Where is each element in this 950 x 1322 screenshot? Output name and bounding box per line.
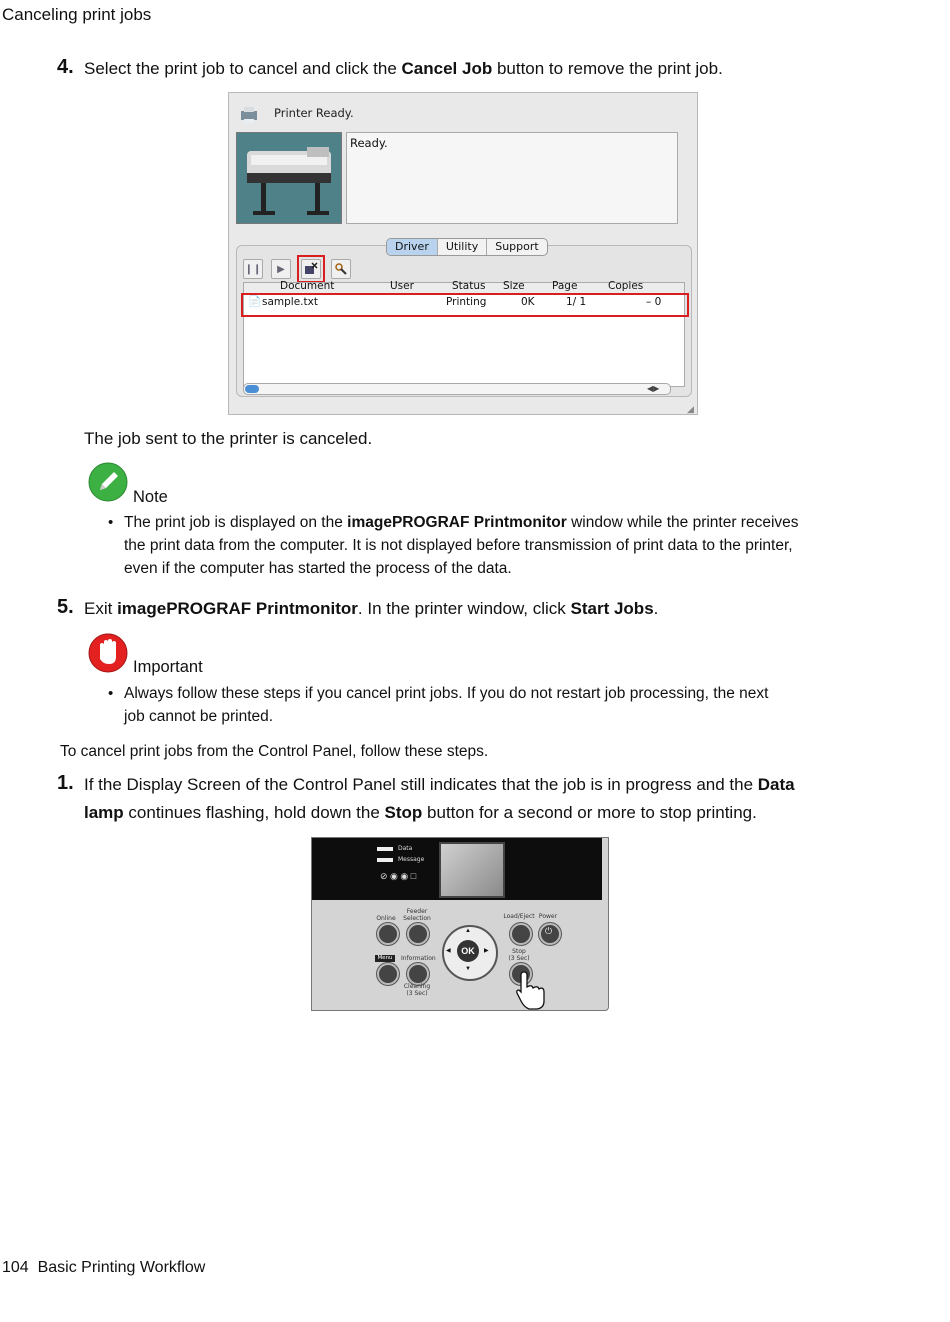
note-text-line1-end: window while the printer receives	[566, 514, 799, 531]
note-text	[124, 511, 844, 580]
printer-image	[236, 132, 342, 224]
control-panel-top	[312, 838, 602, 900]
page-footer	[2, 1259, 205, 1277]
note-bullet: •	[108, 514, 114, 531]
power-icon: ⏻	[545, 926, 553, 936]
tab-driver[interactable]: Driver	[387, 239, 438, 255]
note-text-line2: the print data from the computer. It is not displayed before transmission of print data to the printer,	[124, 537, 793, 554]
stop-label: Stop (3 Sec)	[508, 948, 530, 962]
message-lamp-label: Message	[398, 856, 425, 863]
important-text-line1: Always follow these steps if you cancel print jobs. If you do not restart job processing, the next	[124, 685, 769, 702]
cell-copies: – 0	[646, 296, 662, 308]
ok-button[interactable]: OK	[457, 940, 479, 962]
cell-size: 0K	[521, 296, 535, 308]
online-label: Online	[376, 915, 396, 922]
col-status: Status	[452, 280, 486, 292]
scrollbar-thumb[interactable]	[245, 385, 259, 393]
step-5-text-pre: Exit	[84, 599, 118, 618]
control-panel-illustration	[311, 837, 617, 1011]
data-lamp-label: Data	[398, 845, 413, 852]
feeder-selection-button[interactable]	[407, 923, 429, 945]
left-arrow-icon[interactable]: ◀	[446, 948, 451, 954]
information-label: Information	[401, 955, 436, 962]
document-icon: 📄	[248, 296, 262, 308]
start-jobs-term: Start Jobs	[570, 599, 654, 618]
step-1-text-pre: If the Display Screen of the Control Panel still indicates that the job is in progress and the	[84, 775, 758, 794]
resume-icon[interactable]: ▶	[271, 259, 291, 279]
status-message-box: Ready.	[346, 132, 678, 224]
cleaning-label: Cleaning (3 Sec)	[403, 983, 431, 997]
important-bullet: •	[108, 685, 114, 702]
important-text	[124, 682, 844, 728]
step-5-text-mid: . In the printer window, click	[357, 599, 571, 618]
load-eject-button[interactable]	[510, 923, 532, 945]
note-text-line3: even if the computer has started the process of the data.	[124, 560, 512, 577]
step-5-text	[84, 595, 658, 623]
display-screen	[439, 842, 505, 898]
message-lamp	[377, 858, 393, 862]
lamp-term: lamp	[84, 803, 124, 822]
cancel-job-term: Cancel Job	[401, 59, 493, 78]
delete-job-icon[interactable]	[331, 259, 351, 279]
power-label: Power	[538, 913, 558, 920]
up-arrow-icon[interactable]: ▲	[465, 928, 471, 934]
resize-grip-icon[interactable]: ◢	[687, 404, 694, 414]
step-4-number: 4.	[57, 56, 74, 78]
cell-document: sample.txt	[262, 296, 318, 308]
step-1-text-mid: continues flashing, hold down the	[123, 803, 385, 822]
step-1-text-post: button for a second or more to stop printing.	[422, 803, 757, 822]
information-button[interactable]	[407, 963, 429, 985]
down-arrow-icon[interactable]: ▼	[465, 966, 471, 972]
col-user: User	[390, 280, 414, 292]
step-1-text	[84, 771, 864, 827]
cancel-job-highlight	[297, 255, 325, 283]
cancel-result-text: The job sent to the printer is canceled.	[84, 429, 373, 448]
printer-status-title: Printer Ready.	[274, 106, 354, 120]
stop-term: Stop	[384, 803, 423, 822]
feeder-selection-label: Feeder Selection	[403, 908, 431, 922]
control-panel-intro: To cancel print jobs from the Control Panel, follow these steps.	[60, 743, 489, 760]
important-text-line2: job cannot be printed.	[124, 708, 274, 725]
job-row-highlight	[241, 293, 689, 317]
step-4-text	[84, 55, 723, 83]
printmonitor-window	[228, 92, 698, 415]
important-hand-icon	[88, 633, 128, 673]
data-lamp	[377, 847, 393, 851]
tab-utility[interactable]: Utility	[438, 239, 487, 255]
data-term: Data	[757, 775, 795, 794]
note-text-pre: The print job is displayed on the	[124, 514, 348, 531]
col-size: Size	[503, 280, 525, 292]
col-document: Document	[280, 280, 335, 292]
important-title: Important	[133, 658, 203, 676]
col-page: Page	[552, 280, 578, 292]
note-title: Note	[133, 488, 168, 506]
printmonitor-term: imagePROGRAF Printmonitor	[117, 599, 358, 618]
page-header: Canceling print jobs	[2, 5, 152, 24]
cell-status: Printing	[446, 296, 487, 308]
right-arrow-icon[interactable]: ▶	[484, 948, 489, 954]
horizontal-scrollbar[interactable]	[243, 383, 671, 395]
step-4-text-post: button to remove the print job.	[492, 59, 723, 78]
step-4-text-pre: Select the print job to cancel and click the	[84, 59, 402, 78]
load-eject-label: Load/Eject	[503, 913, 535, 920]
step-5-number: 5.	[57, 596, 74, 618]
menu-label: Menu	[375, 955, 395, 962]
tab-bar	[386, 238, 548, 256]
pointing-hand-icon	[515, 971, 549, 1011]
menu-button[interactable]	[377, 963, 399, 985]
scroll-arrows-icon[interactable]: ◀▶	[647, 384, 660, 393]
tab-support[interactable]: Support	[495, 240, 539, 253]
printer-icon	[239, 105, 259, 125]
cell-page: 1/ 1	[566, 296, 587, 308]
ink-status-icons: ⊘ ◉ ◉ □	[380, 871, 417, 881]
online-button[interactable]	[377, 923, 399, 945]
step-1-number: 1.	[57, 772, 74, 794]
printmonitor-term: imagePROGRAF Printmonitor	[347, 514, 567, 531]
step-5-text-post: .	[653, 599, 659, 618]
footer-section: Basic Printing Workflow	[37, 1259, 206, 1276]
page-number: 104	[2, 1259, 29, 1276]
pause-icon[interactable]: ❙❙	[243, 259, 263, 279]
col-copies: Copies	[608, 280, 644, 292]
note-pencil-icon	[88, 462, 128, 502]
